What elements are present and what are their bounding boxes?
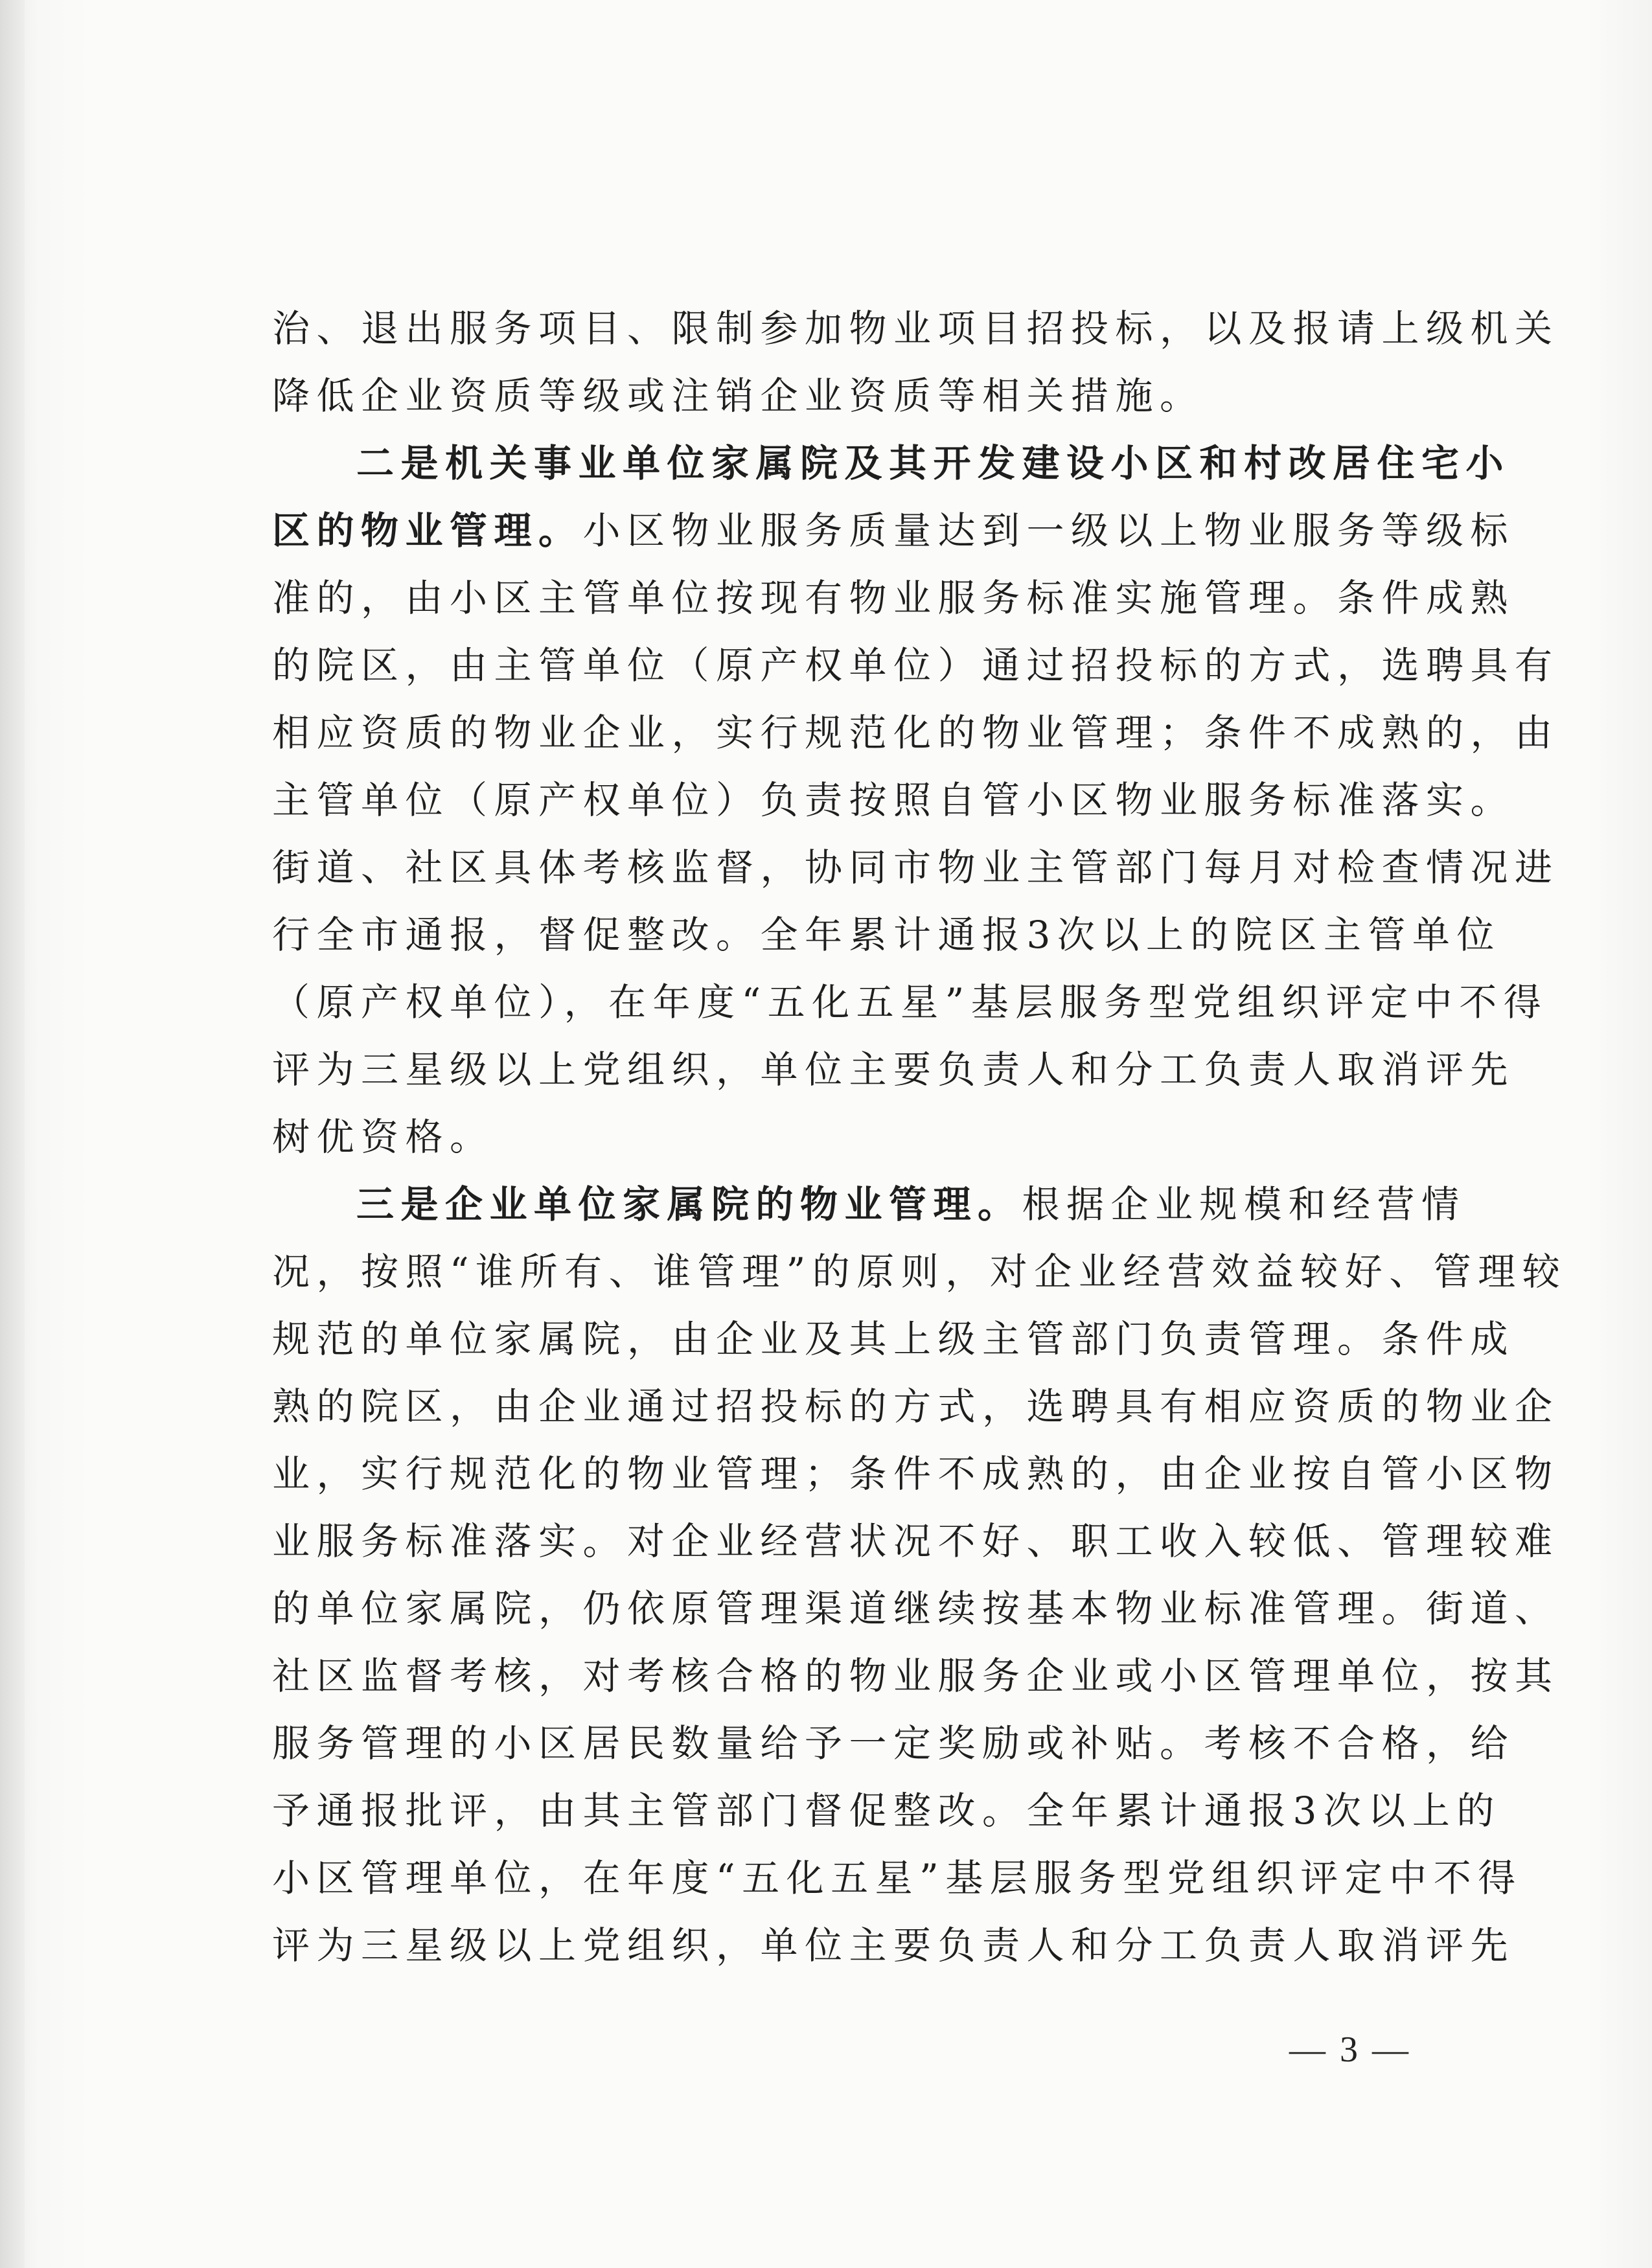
text-line-25: 评为三星级以上党组织，单位主要负责人和分工负责人取消评先 — [272, 1923, 1515, 1967]
text-line-24: 小区管理单位，在年度“五化五星”基层服务型党组织评定中不得 — [272, 1856, 1522, 1900]
text-line-2: 降低企业资质等级或注销企业资质等相关措施。 — [272, 374, 1204, 418]
text-line-14: 三是企业单位家属院的物业管理。根据企业规模和经营情 — [356, 1182, 1466, 1226]
text-line-16: 规范的单位家属院，由企业及其上级主管部门负责管理。条件成 — [272, 1317, 1515, 1361]
text-line-11: （原产权单位），在年度“五化五星”基层服务型党组织评定中不得 — [272, 980, 1548, 1024]
text-line-23: 予通报批评，由其主管部门督促整改。全年累计通报3次以上的 — [272, 1789, 1501, 1833]
section-heading-3: 三是企业单位家属院的物业管理。 — [356, 1182, 1022, 1226]
section-heading-2: 二是机关事业单位家属院及其开发建设小区和村改居住宅小 — [356, 441, 1511, 485]
text-line-9: 街道、社区具体考核监督，协同市物业主管部门每月对检查情况进 — [272, 845, 1559, 889]
text-line-1: 治、退出服务项目、限制参加物业项目招投标，以及报请上级机关 — [272, 306, 1559, 350]
text-line-12: 评为三星级以上党组织，单位主要负责人和分工负责人取消评先 — [272, 1048, 1515, 1092]
text-line-3 — [272, 430, 1511, 497]
text-line-21: 社区监督考核，对考核合格的物业服务企业或小区管理单位，按其 — [272, 1654, 1559, 1698]
text-line-7: 相应资质的物业企业，实行规范化的物业管理；条件不成熟的，由 — [272, 711, 1559, 755]
text-line-8: 主管单位（原产权单位）负责按照自管小区物业服务标准落实。 — [272, 778, 1515, 822]
text-line-13: 树优资格。 — [272, 1115, 494, 1159]
body-text — [272, 295, 1567, 1979]
text-line-18: 业，实行规范化的物业管理；条件不成熟的，由企业按自管小区物 — [272, 1452, 1559, 1496]
text-line-4: 区的物业管理。小区物业服务质量达到一级以上物业服务等级标 — [272, 509, 1515, 553]
text-line-22: 服务管理的小区居民数量给予一定奖励或补贴。考核不合格，给 — [272, 1721, 1515, 1765]
text-line-15: 况，按照“谁所有、谁管理”的原则，对企业经营效益较好、管理较 — [272, 1250, 1567, 1294]
text-line-19: 业服务标准落实。对企业经营状况不好、职工收入较低、管理较难 — [272, 1519, 1559, 1563]
text-line-10: 行全市通报，督促整改。全年累计通报3次以上的院区主管单位 — [272, 913, 1501, 957]
page-number: — 3 — — [1289, 2030, 1411, 2070]
text-line-17: 熟的院区，由企业通过招投标的方式，选聘具有相应资质的物业企 — [272, 1384, 1559, 1428]
binding-edge — [0, 0, 25, 2268]
text-line-20: 的单位家属院，仍依原管理渠道继续按基本物业标准管理。街道、 — [272, 1586, 1559, 1631]
section-heading-2-end: 区的物业管理。 — [272, 509, 583, 553]
text-line-5: 准的，由小区主管单位按现有物业服务标准实施管理。条件成熟 — [272, 576, 1515, 620]
text-line-6: 的院区，由主管单位（原产权单位）通过招投标的方式，选聘具有 — [272, 643, 1559, 687]
